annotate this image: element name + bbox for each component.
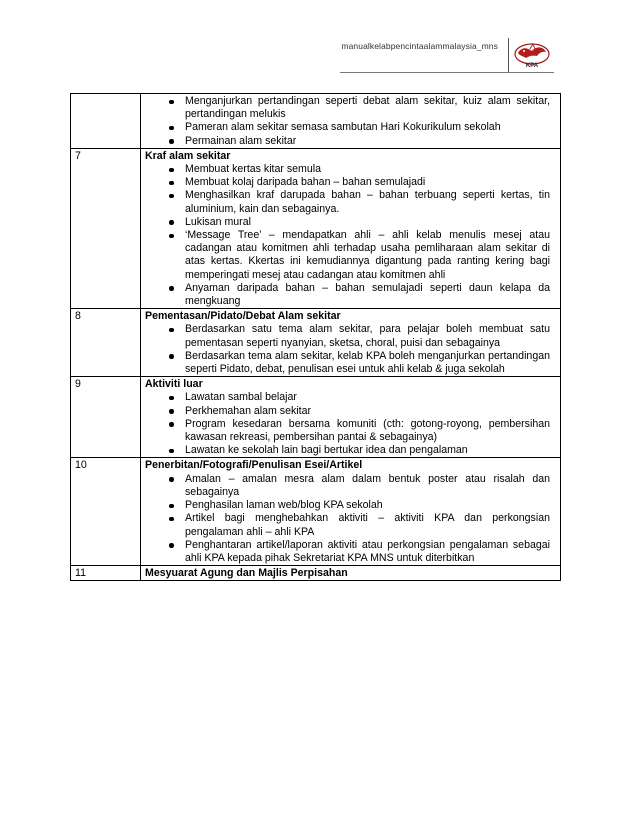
logo-text: KPA bbox=[525, 63, 539, 69]
list-item: Permainan alam sekitar bbox=[185, 135, 550, 148]
list-item: Menganjurkan pertandingan seperti debat alam sekitar, kuiz alam sekitar, pertandingan melukis bbox=[185, 95, 550, 121]
row-content bbox=[141, 377, 561, 458]
list-item: Artikel bagi menghebahkan aktiviti – aktiviti KPA dan perkongsian pengalaman ahli – ahli KPA bbox=[185, 512, 550, 538]
list-item: Penghantaran artikel/laporan aktiviti atau perkongsian pengalaman sebagai ahli KPA kepada pihak Sekretariat KPA MNS untuk diterbitkan bbox=[185, 538, 550, 564]
list-item: Lukisan mural bbox=[185, 216, 550, 229]
table-row bbox=[71, 566, 561, 581]
list-item: Membuat kolaj daripada bahan – bahan semulajadi bbox=[185, 176, 550, 189]
row-content bbox=[141, 148, 561, 308]
row-number: 10 bbox=[71, 458, 141, 566]
row-number: 7 bbox=[71, 148, 141, 308]
bullet-list bbox=[145, 323, 556, 376]
table-row bbox=[71, 377, 561, 458]
section-title: Mesyuarat Agung dan Majlis Perpisahan bbox=[145, 567, 348, 580]
list-item: Perkhemahan alam sekitar bbox=[185, 405, 550, 418]
section-title: Pementasan/Pidato/Debat Alam sekitar bbox=[145, 310, 341, 323]
list-item: Anyaman daripada bahan – bahan semulajadi seperti daun kelapa da mengkuang bbox=[185, 281, 550, 308]
list-item: Berdasarkan tema alam sekitar, kelab KPA boleh menganjurkan pertandingan seperti Pidato, debat, penulisan esei untuk ahli kelab & juga sekolah bbox=[185, 349, 550, 376]
list-item: Membuat kertas kitar semula bbox=[185, 163, 550, 176]
list-item: Amalan – amalan mesra alam dalam bentuk poster atau risalah dan sebagainya bbox=[185, 472, 550, 498]
table-row bbox=[71, 94, 561, 149]
header-rule bbox=[340, 72, 554, 73]
page-header bbox=[0, 0, 638, 90]
table-row bbox=[71, 458, 561, 566]
section-title: Kraf alam sekitar bbox=[145, 149, 231, 162]
row-number bbox=[71, 94, 141, 149]
activity-table bbox=[70, 93, 561, 581]
section-title: Aktiviti luar bbox=[145, 378, 203, 391]
row-content bbox=[141, 458, 561, 566]
list-item: Lawatan sambal belajar bbox=[185, 391, 550, 404]
list-item: Program kesedaran bersama komuniti (cth: gotong-royong, pembersihan kawasan rekreasi, pembersihan pantai & sebagainya) bbox=[185, 417, 550, 444]
section-title: Penerbitan/Fotografi/Penulisan Esei/Artikel bbox=[145, 459, 363, 472]
row-content bbox=[141, 309, 561, 377]
row-content bbox=[141, 94, 561, 149]
list-item: Menghasilkan kraf darupada bahan – bahan terbuang seperti kertas, tin aluminium, kain dan sebagainya. bbox=[185, 189, 550, 215]
table-row bbox=[71, 309, 561, 377]
list-item: Berdasarkan satu tema alam sekitar, para pelajar boleh membuat satu pementasan seperti nyanyian, sketsa, choral, puisi dan sebagainya bbox=[185, 323, 550, 349]
list-item: Pameran alam sekitar semasa sambutan Hari Kokurikulum sekolah bbox=[185, 121, 550, 134]
kpa-logo-icon bbox=[512, 40, 552, 70]
bullet-list bbox=[145, 473, 556, 565]
row-content bbox=[141, 566, 561, 581]
row-number: 8 bbox=[71, 309, 141, 377]
header-divider bbox=[508, 38, 509, 72]
list-item: Penghasilan laman web/blog KPA sekolah bbox=[185, 499, 550, 512]
list-item: Lawatan ke sekolah lain bagi bertukar idea dan pengalaman bbox=[185, 444, 550, 457]
bullet-list bbox=[145, 95, 556, 148]
row-number: 9 bbox=[71, 377, 141, 458]
table-row bbox=[71, 148, 561, 308]
row-number: 11 bbox=[71, 566, 141, 581]
bullet-list bbox=[145, 163, 556, 308]
list-item: ‘Message Tree’ – mendapatkan ahli – ahli kelab menulis mesej atau cadangan atau komitmen ahli terhadap usaha pemliharaan alam sekitar di atas kertas. Kkertas ini kemudiannya digantung pada ranting kering bagi memperingati mesej atau cadangan atau komitmen ahli bbox=[185, 229, 550, 281]
bullet-list bbox=[145, 391, 556, 457]
header-text: manualkelabpencintaalammalaysia_mns bbox=[341, 41, 498, 51]
